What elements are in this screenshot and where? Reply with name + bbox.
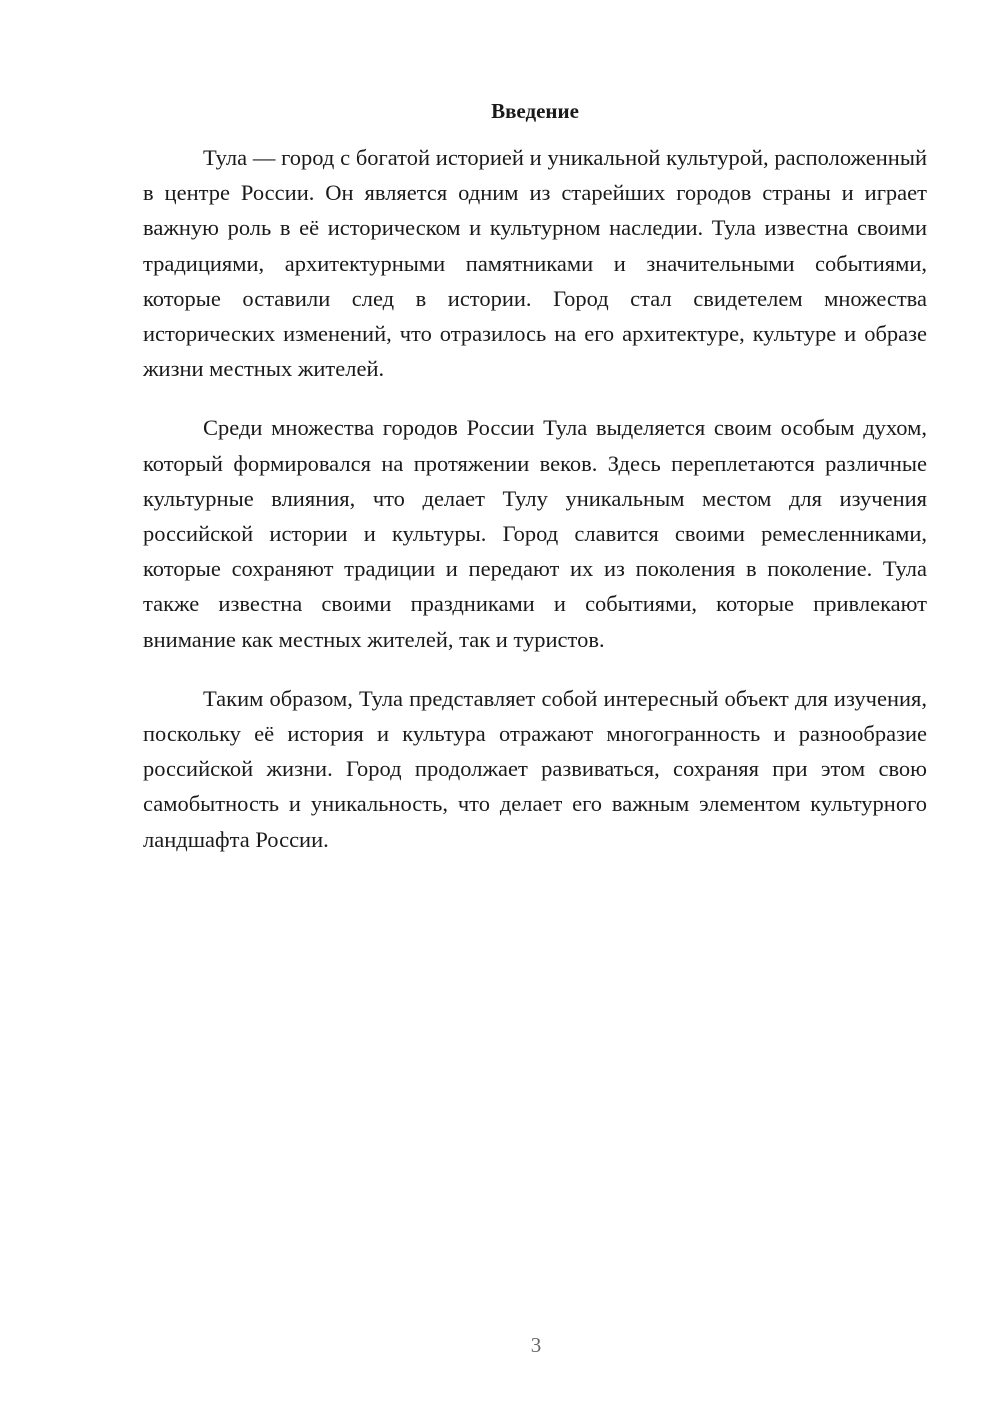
paragraph-2: Среди множества городов России Тула выделяется своим особым духом, который формировался на протяжении веков. Здесь переплетаются различные культурные влияния, что делает Тулу уникальным местом для изучения российской истории и культуры. Город славится своими ремесленниками, которые сохраняют традиции и передают их из поколения в поколение. Тула также известна своими праздниками и событиями, которые привлекают внимание как местных жителей, так и туристов. [143, 415, 927, 652]
paragraph-3: Таким образом, Тула представляет собой интересный объект для изучения, поскольку её история и культура отражают многогранность и разнообразие российской жизни. Город продолжает развиваться, сохраняя при этом свою самобытность и уникальность, что делает его важным элементом культурного ландшафта России. [143, 685, 927, 852]
section-title: Введение [491, 99, 579, 123]
page-content [143, 96, 927, 881]
page-number: 3 [530, 1333, 542, 1357]
paragraph-1: Тула — город с богатой историей и уникальной культурой, расположенный в центре России. Он является одним из старейших городов страны и играет важную роль в её историческом и культурном наследии. Тула известна своими традициями, архитектурными памятниками и значительными событиями, которые оставили след в истории. Город стал свидетелем множества исторических изменений, что отразилось на его архитектуре, культуре и образе жизни местных жителей. [143, 145, 927, 382]
